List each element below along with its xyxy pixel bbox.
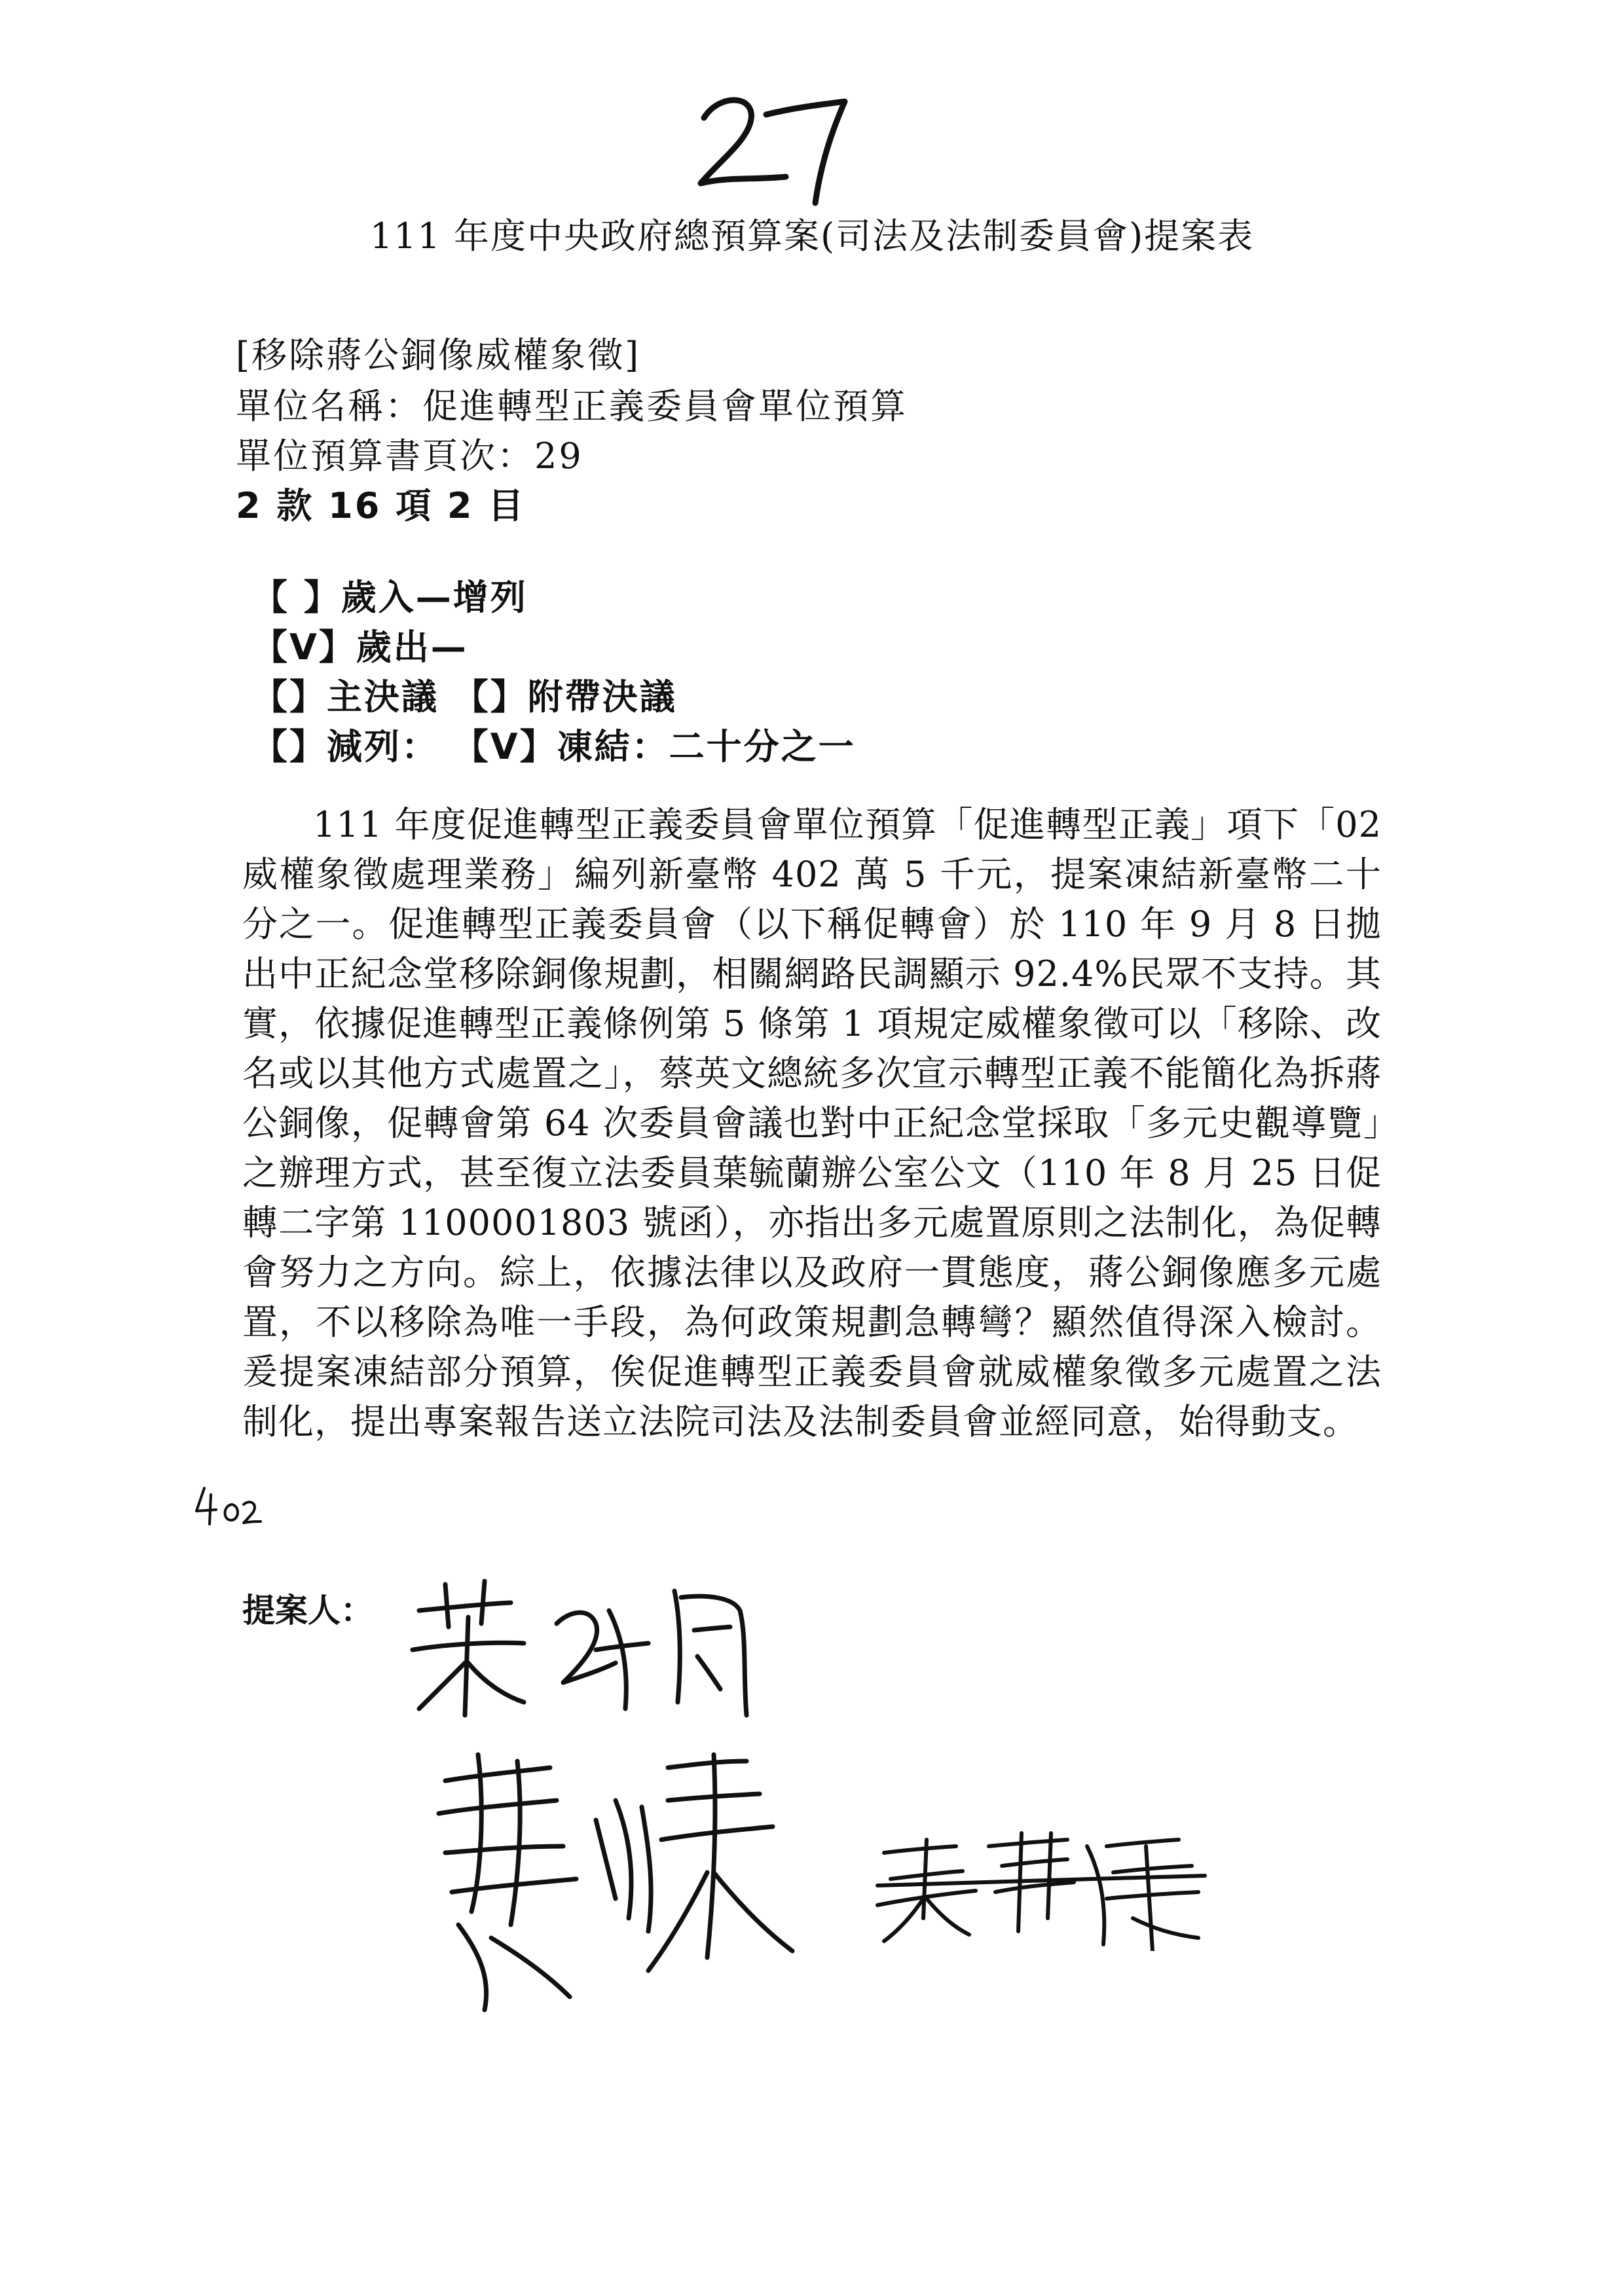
option-revenue-increase: 【 】歲入—增列 bbox=[252, 577, 528, 618]
item-code: 2 款 16 項 2 目 bbox=[236, 485, 526, 526]
proposal-subject: [移除蔣公銅像威權象徵] bbox=[236, 335, 641, 376]
handwritten-page-number bbox=[688, 72, 858, 210]
option-resolution-type: 【】主決議 【】附帶決議 bbox=[252, 676, 677, 718]
signature-ye-yu-lan bbox=[399, 1571, 766, 1728]
option-expenditure: 【V】歲出— bbox=[252, 627, 468, 668]
document-title: 111 年度中央政府總預算案(司法及法制委員會)提案表 bbox=[369, 215, 1255, 257]
proposer-label: 提案人： bbox=[242, 1592, 373, 1630]
signature-wu-szu-huai bbox=[871, 1820, 1211, 1951]
budget-page: 單位預算書頁次：29 bbox=[236, 435, 583, 477]
unit-name: 單位名稱：促進轉型正義委員會單位預算 bbox=[236, 386, 908, 427]
handwritten-margin-note bbox=[191, 1478, 263, 1531]
proposal-body: 111 年度促進轉型正義委員會單位預算「促進轉型正義」項下「02 威權象徵處理業務」編列新臺幣 402 萬 5 千元，提案凍結新臺幣二十分之一。促進轉型正義委員會（以下稱促轉會）於 110 年 9 月 8 日拋出中正紀念堂移除銅像規劃，相關網路民調顯示 92.4%民眾不支持。其實，依據促進轉型正義條例第 5 條第 1 項規定威權象徵可以「移除、改名或以其他方式處置之」，蔡英文總統多次宣示轉型正義不能簡化為拆蔣公銅像，促轉會第 64 次委員會議也對中正紀念堂採取「多元史觀導覽」之辦理方式，甚至復立法委員葉毓蘭辦公室公文（110 年 8 月 25 日促轉二字第 1100001803 號函），亦指出多元處置原則之法制化，為促轉會努力之方向。綜上，依據法律以及政府一貫態度，蔣公銅像應多元處置，不以移除為唯一手段，為何政策規劃急轉彎？顯然值得深入檢討。爰提案凍結部分預算，俟促進轉型正義委員會就威權象徵多元處置之法制化，提出專案報告送立法院司法及法制委員會並經同意，始得動支。 bbox=[242, 804, 1382, 1442]
option-reduce-freeze: 【】減列： 【V】凍結：二十分之一 bbox=[252, 726, 856, 767]
signature-fei-hung-tai bbox=[419, 1741, 825, 2023]
